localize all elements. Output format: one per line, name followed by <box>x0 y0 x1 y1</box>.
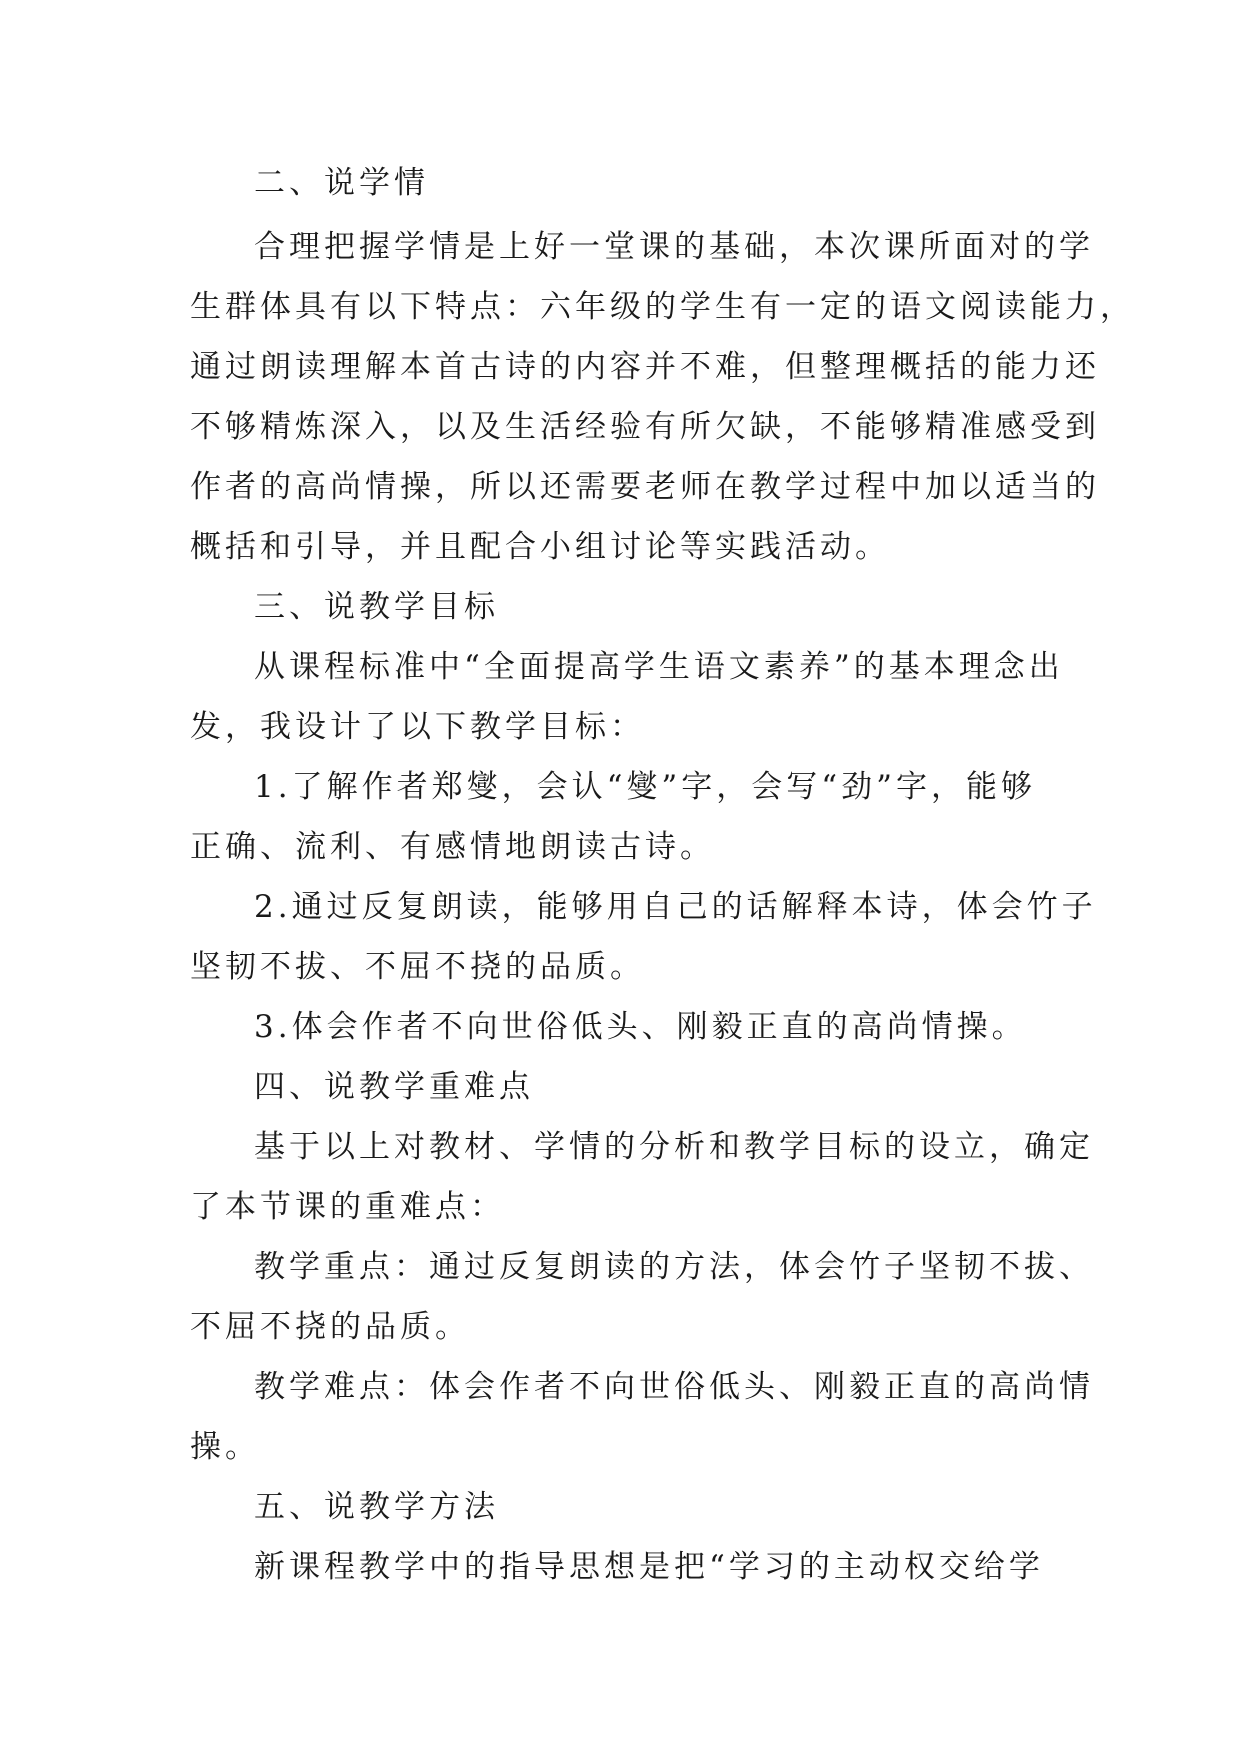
section-heading-teaching-methods: 五、说教学方法 <box>254 1489 499 1525</box>
section-heading-teaching-objectives: 三、说教学目标 <box>254 589 499 625</box>
paragraph-line: 概括和引导，并且配合小组讨论等实践活动。 <box>190 529 890 565</box>
paragraph-line: 基于以上对教材、学情的分析和教学目标的设立，确定 <box>254 1129 1094 1165</box>
section-heading-learning-situation: 二、说学情 <box>254 165 429 201</box>
paragraph-line: 坚韧不拔、不屈不挠的品质。 <box>190 949 645 985</box>
paragraph-line: 不屈不挠的品质。 <box>190 1309 470 1345</box>
paragraph-line: 新课程教学中的指导思想是把“学习的主动权交给学 <box>254 1549 1044 1585</box>
paragraph-line: 操。 <box>190 1429 260 1465</box>
paragraph-line: 通过朗读理解本首古诗的内容并不难，但整理概括的能力还 <box>190 349 1100 385</box>
paragraph-line: 正确、流利、有感情地朗读古诗。 <box>190 829 715 865</box>
objective-item-1: 1.了解作者郑燮，会认“燮”字，会写“劲”字，能够 <box>254 769 1036 805</box>
key-point-line: 教学重点：通过反复朗读的方法，体会竹子坚韧不拔、 <box>254 1249 1094 1285</box>
paragraph-line: 了本节课的重难点： <box>190 1189 505 1225</box>
section-heading-key-difficult-points: 四、说教学重难点 <box>254 1069 534 1105</box>
paragraph-line: 不够精炼深入，以及生活经验有所欠缺，不能够精准感受到 <box>190 409 1100 445</box>
objective-item-3: 3.体会作者不向世俗低头、刚毅正直的高尚情操。 <box>254 1009 1027 1045</box>
difficult-point-line: 教学难点：体会作者不向世俗低头、刚毅正直的高尚情 <box>254 1369 1094 1405</box>
objective-item-2: 2.通过反复朗读，能够用自己的话解释本诗，体会竹子 <box>254 889 1097 925</box>
paragraph-line: 发，我设计了以下教学目标： <box>190 709 645 745</box>
paragraph-line: 合理把握学情是上好一堂课的基础，本次课所面对的学 <box>254 229 1094 265</box>
paragraph-line: 作者的高尚情操，所以还需要老师在教学过程中加以适当的 <box>190 469 1100 505</box>
paragraph-line: 生群体具有以下特点：六年级的学生有一定的语文阅读能力， <box>190 289 1135 325</box>
paragraph-line: 从课程标准中“全面提高学生语文素养”的基本理念出 <box>254 649 1064 685</box>
